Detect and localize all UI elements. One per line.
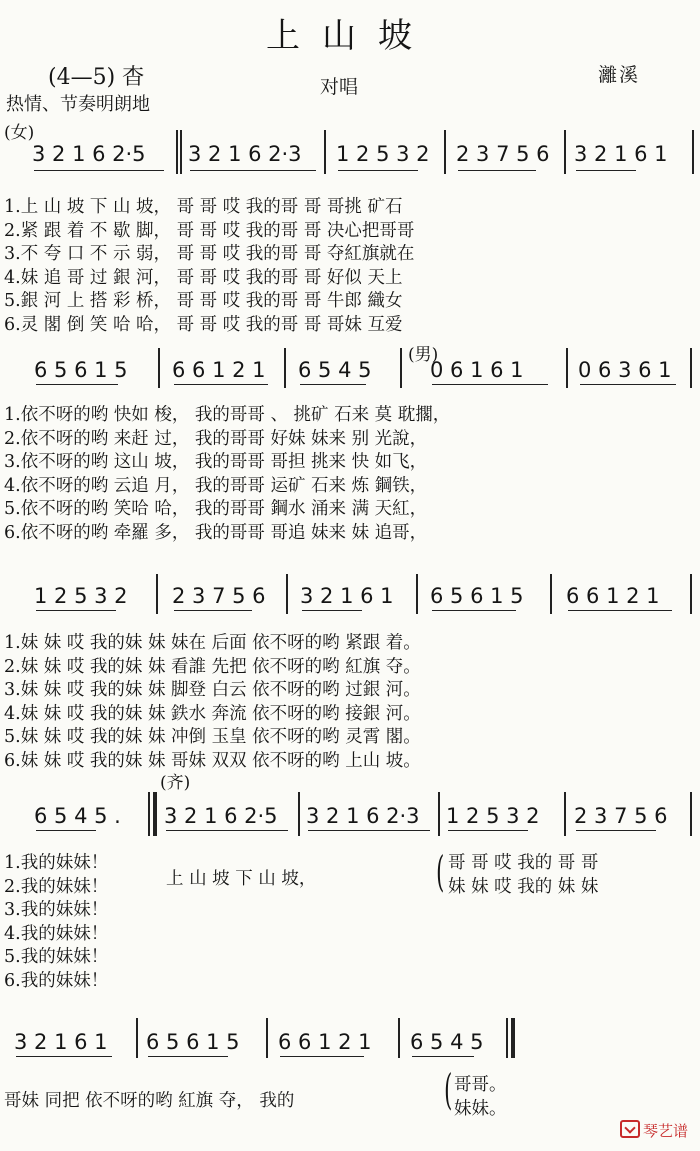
- chorus-top: 哥 哥 哎 我的 哥 哥: [448, 853, 599, 873]
- lyric-verse-2: 2.我的妹妹！: [4, 876, 109, 897]
- system2-measure-3: 6 5 4 5: [298, 358, 372, 382]
- barline: [180, 130, 182, 174]
- system5-measure-2: 6 5 6 1 5: [146, 1030, 240, 1054]
- lyric-verse-3: 3.妹 妹 哎 我的妹 妹 脚登 白云 依不呀的哟 过銀 河。: [4, 680, 421, 700]
- barline: [286, 574, 288, 614]
- watermark-text: 琴艺谱: [642, 1122, 688, 1140]
- beam: [458, 170, 536, 171]
- barline: [564, 130, 566, 174]
- chorus-bottom: 妹 妹 哎 我的 妹 妹: [448, 877, 599, 897]
- system4-measure-4: 1 2 5 3 2: [446, 804, 540, 828]
- role-male: (男): [408, 345, 439, 365]
- system5-lyrics: 哥妹 同把 依不呀的哟 紅旗 夺， 我的: [4, 1091, 295, 1111]
- system3-measure-1: 1 2 5 3 2: [34, 584, 128, 608]
- system1-measure-2: 3 2 1 6 2·3: [188, 142, 302, 166]
- lyric-verse-4: 4.我的妹妹！: [4, 923, 109, 944]
- lyric-verse-5: 5.銀 河 上 搭 彩 桥， 哥 哥 哎 我的哥 哥 牛郎 織女: [4, 291, 403, 311]
- system5-measure-1: 3 2 1 6 1: [14, 1030, 108, 1054]
- barline: [284, 348, 286, 388]
- barline: [690, 574, 692, 614]
- barline: [550, 574, 552, 614]
- barline: [148, 792, 150, 836]
- lyric-verse-3: 3.不 夸 口 不 示 弱， 哥 哥 哎 我的哥 哥 夺紅旗就在: [4, 244, 415, 264]
- system2-measure-1: 6 5 6 1 5: [34, 358, 128, 382]
- lyric-verse-2: 2.妹 妹 哎 我的妹 妹 看誰 先把 依不呀的哟 紅旗 夺。: [4, 656, 421, 677]
- system2-measure-2: 6 6 1 2 1: [172, 358, 266, 382]
- barline: [176, 130, 178, 174]
- beam: [338, 170, 418, 171]
- system1-measure-4: 2 3 7 5 6: [456, 142, 550, 166]
- system5-measure-4: 6 5 4 5: [410, 1030, 484, 1054]
- beam: [448, 830, 528, 831]
- system1-measure-1: 3 2 1 6 2·5: [32, 142, 146, 166]
- lyric-verse-5: 5.妹 妹 哎 我的妹 妹 冲倒 玉皇 依不呀的哟 灵霄 閣。: [4, 727, 421, 747]
- tempo-marking: 热情、节奏明朗地: [6, 94, 150, 115]
- system2-measure-5: 0 6 3 6 1: [578, 358, 672, 382]
- barline: [156, 574, 158, 614]
- brace: (: [436, 847, 445, 896]
- beam: [432, 610, 516, 611]
- beam: [36, 384, 118, 385]
- lyric-verse-4: 4.依不呀的哟 云追 月， 我的哥哥 运矿 石来 炼 鋼铁，: [4, 475, 428, 496]
- barline: [690, 792, 692, 836]
- system2-measure-4: 0 6 1 6 1: [430, 358, 524, 382]
- barline: [566, 348, 568, 388]
- lyric-verse-1: 1.我的妹妹！: [4, 853, 109, 873]
- lyric-verse-2: 2.紧 跟 着 不 歇 脚， 哥 哥 哎 我的哥 哥 决心把哥哥: [4, 220, 415, 241]
- barline: [400, 348, 402, 388]
- system3-measure-2: 2 3 7 5 6: [172, 584, 266, 608]
- beam: [148, 1056, 228, 1057]
- beam: [34, 170, 164, 171]
- lyric-verse-3: 3.我的妹妹！: [4, 900, 109, 920]
- barline: [158, 348, 160, 388]
- lyric-verse-3: 3.依不呀的哟 这山 坡， 我的哥哥 哥担 挑来 快 如飞，: [4, 452, 428, 472]
- barline: [564, 792, 566, 836]
- beam: [174, 610, 252, 611]
- beam: [36, 830, 96, 831]
- beam: [432, 384, 548, 385]
- barline: [398, 1018, 400, 1058]
- role-female: (女): [4, 123, 35, 143]
- lyric-verse-1: 1.上 山 坡 下 山 坡， 哥 哥 哎 我的哥 哥 哥挑 矿石: [4, 197, 403, 217]
- ending-top: 哥哥。: [454, 1075, 507, 1095]
- barline: [136, 1018, 138, 1058]
- barline: [444, 130, 446, 174]
- system3-measure-3: 3 2 1 6 1: [300, 584, 394, 608]
- system3-measure-4: 6 5 6 1 5: [430, 584, 524, 608]
- beam: [174, 384, 268, 385]
- system4-measure-3: 3 2 1 6 2·3: [306, 804, 420, 828]
- system4-lyrics-left: [4, 852, 108, 993]
- system1-lyrics: [4, 196, 414, 337]
- beam: [36, 610, 116, 611]
- lyric-verse-6: 6.妹 妹 哎 我的妹 妹 哥妹 双双 依不呀的哟 上山 坡。: [4, 750, 421, 771]
- watermark-icon: [620, 1120, 640, 1138]
- barline: [506, 1018, 508, 1058]
- beam: [308, 830, 430, 831]
- lyric-verse-1: 1.妹 妹 哎 我的妹 妹 妹在 后面 依不呀的哟 紧跟 着。: [4, 633, 421, 653]
- lyric-verse-5: 5.我的妹妹！: [4, 947, 109, 967]
- beam: [412, 1056, 474, 1057]
- beam: [190, 170, 316, 171]
- lyric-verse-5: 5.依不呀的哟 笑哈 哈， 我的哥哥 鋼水 涌来 满 天紅，: [4, 499, 428, 519]
- system3-lyrics: [4, 632, 421, 773]
- role-chorus: (齐): [160, 773, 191, 793]
- final-barline: [511, 1018, 515, 1058]
- repeat-barline: [153, 792, 157, 836]
- barline: [416, 574, 418, 614]
- song-author: 灕溪: [598, 64, 641, 86]
- beam: [576, 170, 636, 171]
- beam: [300, 384, 366, 385]
- song-form: 对唱: [320, 76, 359, 98]
- system1-measure-3: 1 2 5 3 2: [336, 142, 430, 166]
- system3-measure-5: 6 6 1 2 1: [566, 584, 660, 608]
- lyric-verse-6: 6.我的妹妹！: [4, 970, 109, 991]
- chorus-line: 上 山 坡 下 山 坡，: [166, 869, 317, 889]
- lyric-verse-4: 4.妹 妹 哎 我的妹 妹 鉄水 奔流 依不呀的哟 接銀 河。: [4, 703, 421, 724]
- lyric-verse-2: 2.依不呀的哟 来赶 过， 我的哥哥 好妹 妹来 别 光說，: [4, 428, 428, 449]
- lyric-verse-4: 4.妹 追 哥 过 銀 河， 哥 哥 哎 我的哥 哥 好似 天上: [4, 267, 403, 288]
- system4-measure-1: 6 5 4 5 .: [34, 804, 121, 828]
- beam: [568, 610, 672, 611]
- ending-bottom: 妹妹。: [454, 1099, 507, 1119]
- brace: (: [444, 1065, 453, 1114]
- barline: [298, 792, 300, 836]
- beam: [166, 830, 288, 831]
- lyric-verse-1: 1.依不呀的哟 快如 梭， 我的哥哥 、 挑矿 石来 莫 耽擱，: [4, 405, 451, 425]
- barline: [266, 1018, 268, 1058]
- barline: [438, 792, 440, 836]
- beam: [576, 830, 656, 831]
- beam: [280, 1056, 364, 1057]
- key-signature: (4—5) 杳: [48, 65, 145, 90]
- barline: [690, 348, 692, 388]
- lyric-verse-6: 6.依不呀的哟 牵羅 多， 我的哥哥 哥追 妹来 妹 追哥，: [4, 522, 428, 543]
- barline: [692, 130, 694, 174]
- beam: [16, 1056, 112, 1057]
- beam: [580, 384, 676, 385]
- beam: [302, 610, 362, 611]
- lyric-verse-6: 6.灵 閣 倒 笑 哈 哈， 哥 哥 哎 我的哥 哥 哥妹 互爱: [4, 314, 403, 335]
- system5-measure-3: 6 6 1 2 1: [278, 1030, 372, 1054]
- song-title: 上山坡: [266, 16, 434, 56]
- system4-measure-2: 3 2 1 6 2·5: [164, 804, 278, 828]
- system1-measure-5: 3 2 1 6 1: [574, 142, 668, 166]
- system2-lyrics: [4, 404, 450, 545]
- system4-measure-5: 2 3 7 5 6: [574, 804, 668, 828]
- barline: [324, 130, 326, 174]
- watermark-logo: [620, 1120, 688, 1141]
